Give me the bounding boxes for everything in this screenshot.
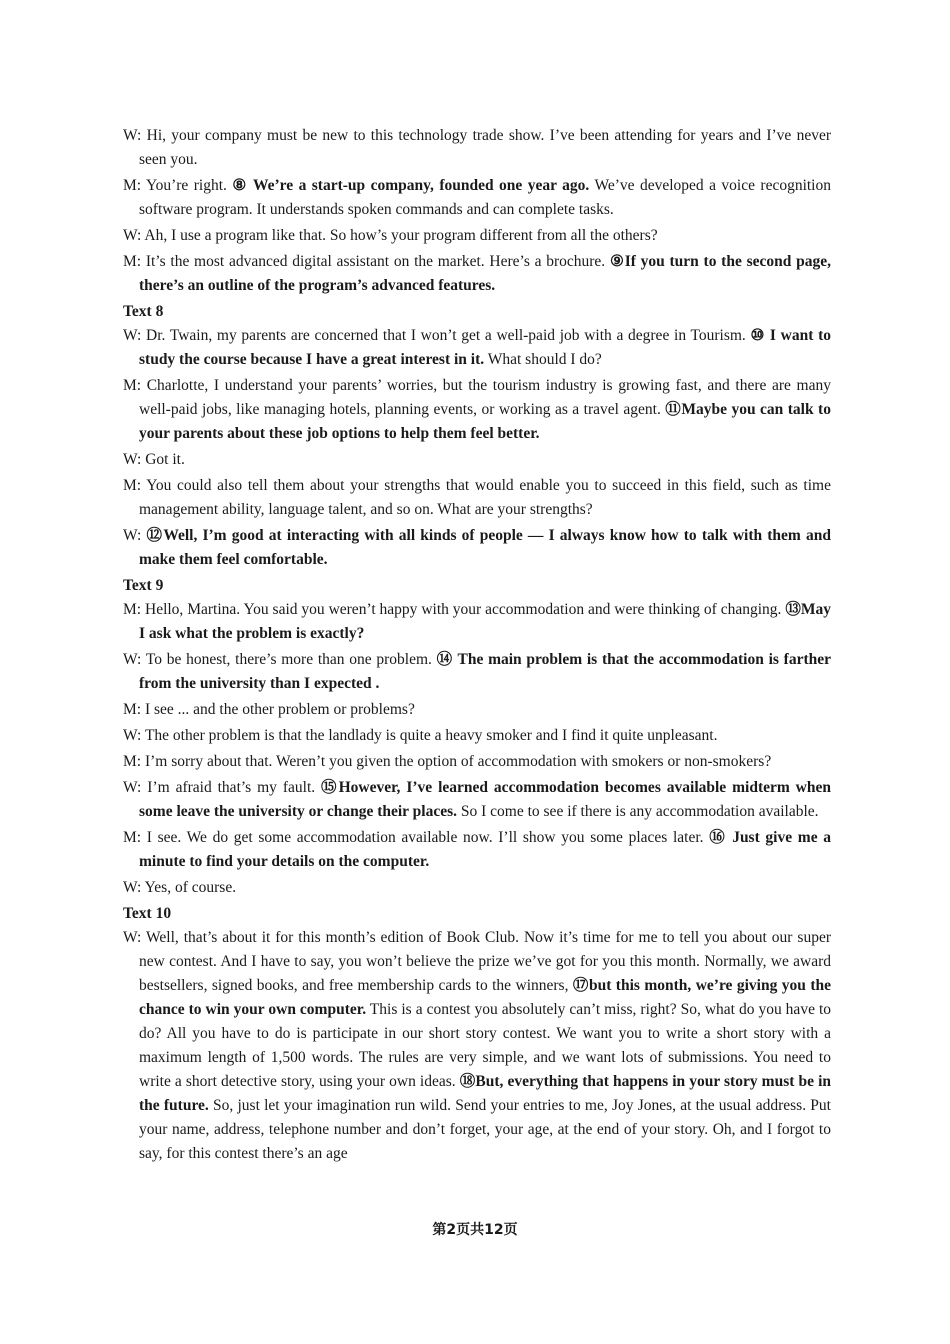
answer-highlight: ⑪Maybe you can talk to your parents about these job options to help them feel better. [139,401,831,442]
dialogue-line [123,374,831,446]
answer-highlight: ⑰but this month, we’re giving you the chance to win your own computer. [139,977,831,1018]
dialogue-text: W: [123,527,147,544]
dialogue-text: W: Got it. [123,451,185,468]
dialogue-text: This is a contest you absolutely can’t miss, right? So, what do you have to do? All you have to do is participate in our short story contest. We want you to write a short story with a maximum length of 1,500 words. The rules are very simple, and we want lots of submissions. You need to write a short detective story, using your own ideas. [139,1001,831,1090]
dialogue-text: W: Hi, your company must be new to this technology trade show. I’ve been attending for years and I’ve never seen you. [123,127,831,168]
dialogue-text: W: Dr. Twain, my parents are concerned that I won’t get a well-paid job with a degree in Tourism. [123,327,751,344]
answer-highlight: ⑫Well, I’m good at interacting with all kinds of people — I always know how to talk with them and make them feel comfortable. [139,527,831,568]
dialogue-text: W: To be honest, there’s more than one problem. [123,651,437,668]
answer-highlight: ⑭ The main problem is that the accommodation is farther from the university than I expected . [139,651,831,692]
section-heading: Text 9 [123,577,164,594]
page-footer: 第2页共12页 [432,1222,518,1238]
dialogue-text: M: I see ... and the other problem or problems? [123,701,415,718]
dialogue-text: W: Ah, I use a program like that. So how’s your program different from all the others? [123,227,658,244]
dialogue-text: M: I see. We do get some accommodation available now. I’ll show you some places later. [123,829,710,846]
section-heading: Text 8 [123,303,164,320]
dialogue-text: M: Hello, Martina. You said you weren’t happy with your accommodation and were thinking of changing. [123,601,786,618]
dialogue-line [123,876,831,900]
dialogue-line [123,826,831,874]
dialogue-line [123,648,831,696]
dialogue-line [123,598,831,646]
answer-highlight: ⑨If you turn to the second page, there’s an outline of the program’s advanced features. [139,253,831,294]
answer-highlight: ⑧ We’re a start-up company, founded one year ago. [232,177,590,194]
answer-highlight: ⑱But, everything that happens in your story must be in the future. [139,1073,831,1114]
answer-highlight: ⑬May I ask what the problem is exactly? [139,601,831,642]
answer-highlight: ⑮However, I’ve learned accommodation becomes available midterm when some leave the university or change their places. [139,779,832,820]
dialogue-text: W: Yes, of course. [123,879,237,896]
dialogue-line [123,698,831,722]
dialogue-text: M: You’re right. [123,177,233,194]
answer-highlight: ⑯ Just give me a minute to find your details on the computer. [139,829,831,870]
answer-highlight: ⑩ I want to study the course because I have a great interest in it. [139,327,831,368]
dialogue-line [123,224,831,248]
dialogue-line [123,250,831,298]
dialogue-line [123,174,831,222]
dialogue-line [123,926,831,1166]
dialogue-text: W: I’m afraid that’s my fault. [123,779,322,796]
dialogue-text: W: The other problem is that the landlady is quite a heavy smoker and I find it quite unpleasant. [123,727,718,744]
dialogue-line [123,750,831,774]
dialogue-text: M: Charlotte, I understand your parents’ worries, but the tourism industry is growing fast, and there are many well-paid jobs, like managing hotels, planning events, or working as a travel agent. [123,377,831,418]
dialogue-text: W: Well, that’s about it for this month’s edition of Book Club. Now it’s time for me to tell you about our super new contest. And I have to say, you won’t believe the prize we’ve got for you this month. Normally, we award bestsellers, signed books, and free membership cards to the winners, [123,929,831,994]
dialogue-line [123,724,831,748]
dialogue-text: M: I’m sorry about that. Weren’t you given the option of accommodation with smokers or non-smokers? [123,753,772,770]
dialogue-text: M: It’s the most advanced digital assistant on the market. Here’s a brochure. [123,253,610,270]
dialogue-line [123,474,831,522]
dialogue-line [123,448,831,472]
dialogue-line [123,324,831,372]
dialogue-text: M: You could also tell them about your strengths that would enable you to succeed in this field, such as time management ability, language talent, and so on. What are your strengths? [123,477,831,518]
dialogue-text: We’ve developed a voice recognition software program. It understands spoken commands and can complete tasks. [139,177,831,218]
dialogue-text: What should I do? [484,351,602,368]
section-heading: Text 10 [123,905,172,922]
dialogue-line [123,124,831,172]
dialogue-line [123,776,831,824]
transcript-body [123,124,831,1168]
dialogue-text: So, just let your imagination run wild. Send your entries to me, Joy Jones, at the usual address. Put your name, address, telephone number and don’t forget, your age, at the end of your story. Oh, and I forgot to say, for this contest there’s an age [139,1097,831,1162]
dialogue-line [123,524,831,572]
dialogue-text: So I come to see if there is any accommodation available. [457,803,819,820]
